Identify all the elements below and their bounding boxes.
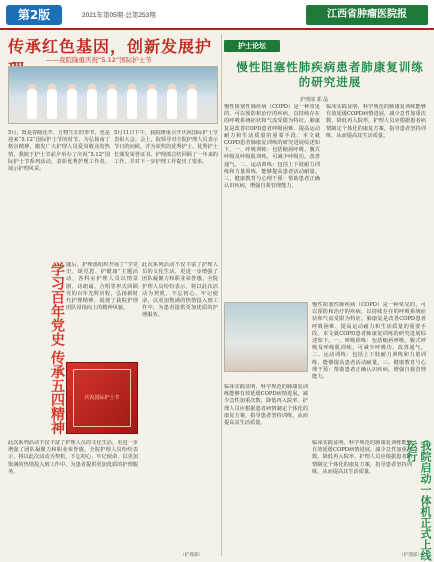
photo-figure <box>67 89 77 119</box>
right-body-col4: 临床实践证明，科学规范的肺康复训练能够有效延缓COPD病情进展，减少急性加重次数，降低再入院率。护理人员应根据患者病情制定个体化的康复方案，指导患者坚持训练，从而提高其生活质量。 <box>224 384 308 427</box>
left-body-col5: 此次系列活动不仅丰富了护理人员的文化生活，更进一步增强了团队凝聚力和职业荣誉感。全院护理人员纷纷表示，将以此次活动为契机，不忘初心、牢记使命，以更加饱满的热情投入到工作中，为患者提供更加优质的护理服务。 <box>142 262 218 319</box>
left-article-title: 传承红色基因，创新发展护 <box>8 37 213 56</box>
nurse-forum-tag: 护士论坛 <box>224 40 280 52</box>
newspaper-masthead: 江西省肿瘤医院报 <box>306 5 428 25</box>
right-body-col5: 临床实践证明，科学规范的肺康复训练能够有效延缓COPD病情进展，减少急性加重次数，降低再入院率。护理人员应根据患者病情制定个体化的康复方案，指导患者坚持训练，从而提高其生活质量。 <box>312 440 412 475</box>
photo-figure <box>107 89 117 119</box>
left-article-subtitle: ——我院隆重庆祝“5.12”国际护士节 <box>46 56 152 64</box>
right-body-col2: 临床实践证明，科学规范的肺康复训练能够有效延缓COPD病情进展，减少急性加重次数，降低再入院率。护理人员应根据患者病情制定个体化的康复方案，指导患者坚持训练，从而提高其生活质量。 <box>326 104 426 139</box>
right-body-col1: 慢性阻塞性肺疾病（COPD）是一种常见的、可以预防和治疗的疾病，以持续存在的呼吸系统症状和气流受限为特征。肺康复是改善COPD患者呼吸困难、提高运动耐力和生活质量的重要手段。本文就COPD患者肺康复训练的研究进展综述如下。一、呼吸训练：包括缩唇呼吸、腹式呼吸及呼吸肌训练，可减少呼吸功，改善通气。二、运动训练：包括上下肢耐力训练和力量训练，能够提高患者活动耐量。三、健康教育与心理干预：帮助患者正确认识疾病，增强自我管理能力。 <box>224 104 320 190</box>
photo-figure <box>167 89 177 119</box>
photo-figure <box>147 89 157 119</box>
right-body-col3: 慢性阻塞性肺疾病（COPD）是一种常见的、可以预防和治疗的疾病，以持续存在的呼吸系统症状和气流受限为特征。肺康复是改善COPD患者呼吸困难、提高运动耐力和生活质量的重要手段。本文就COPD患者肺康复训练的研究进展综述如下。一、呼吸训练：包括缩唇呼吸、腹式呼吸及呼吸肌训练，可减少呼吸功，改善通气。二、运动训练：包括上下肢耐力训练和力量训练，能够提高患者活动耐量。三、健康教育与心理干预：帮助患者正确认识疾病，增强自我管理能力。 <box>312 302 426 381</box>
photo-figure <box>187 89 197 119</box>
left-body-col4: 此次系列活动不仅丰富了护理人员的文化生活，更进一步增强了团队凝聚力和职业荣誉感。全院护理人员纷纷表示，将以此次活动为契机，不忘初心、牢记使命，以更加饱满的热情投入到工作中，为患者提供更加优质的护理服务。 <box>8 440 138 475</box>
column-divider <box>221 34 222 556</box>
right-editor-note: （护理部） <box>399 553 422 558</box>
photo-figure <box>127 89 137 119</box>
left-editor-note: （护理部） <box>180 553 203 558</box>
photo-figure <box>47 89 57 119</box>
festival-poster <box>66 362 138 434</box>
right-article-byline: 护理部 郭 晶 <box>300 97 329 103</box>
integrated-machine-heading: 我院启动一体机正式上线运行 <box>405 440 432 561</box>
party-history-heading: 学习百年党史 传承五四精神 <box>49 262 65 435</box>
page-header <box>0 0 434 30</box>
nurses-group-photo <box>8 66 218 124</box>
issue-info: 2021年第05期·总第253期 <box>82 12 156 19</box>
photo-figure <box>27 89 37 119</box>
left-body-col2: 5月11日下午，我院隆重召开庆祝国际护士节表彰大会。会上，院领导对全院护理人员表示节日的问候，并为获奖的优秀护士、优秀护士长颁发荣誉证书。护理部总结回顾了一年来的工作，并对下一步护理工作提出了要求。 <box>114 130 218 165</box>
right-article-title: 慢性阻塞性肺疾病患者肺康复训练的研究进展 <box>236 60 424 89</box>
left-body-col1: 5月，既是春暖花开、万物生长的季节，也是迎来“5.12”国际护士节的时节。为弘扬南丁格尔精神，激发广大护理人员爱岗敬业的热情，我院于护士节前夕举办了庆祝“5.12”国际护士节系列活动，表彰优秀护理工作者，展示护理风采。 <box>8 130 110 173</box>
poster-text: 庆祝国际护士节 <box>73 369 131 427</box>
patient-rehab-photo <box>224 302 308 372</box>
photo-figure <box>87 89 97 119</box>
page-number-badge: 第2版 <box>6 5 62 25</box>
left-body-col3: 随后，护理部组织开展了“学党史、颂党恩、护健康”主题活动，各科室护理人员以情景剧、诗朗诵、合唱等形式回顾党的百年光辉历程，弘扬新时代护理精神，展现了我院护理团队昂扬向上的精神风貌。 <box>66 262 138 312</box>
